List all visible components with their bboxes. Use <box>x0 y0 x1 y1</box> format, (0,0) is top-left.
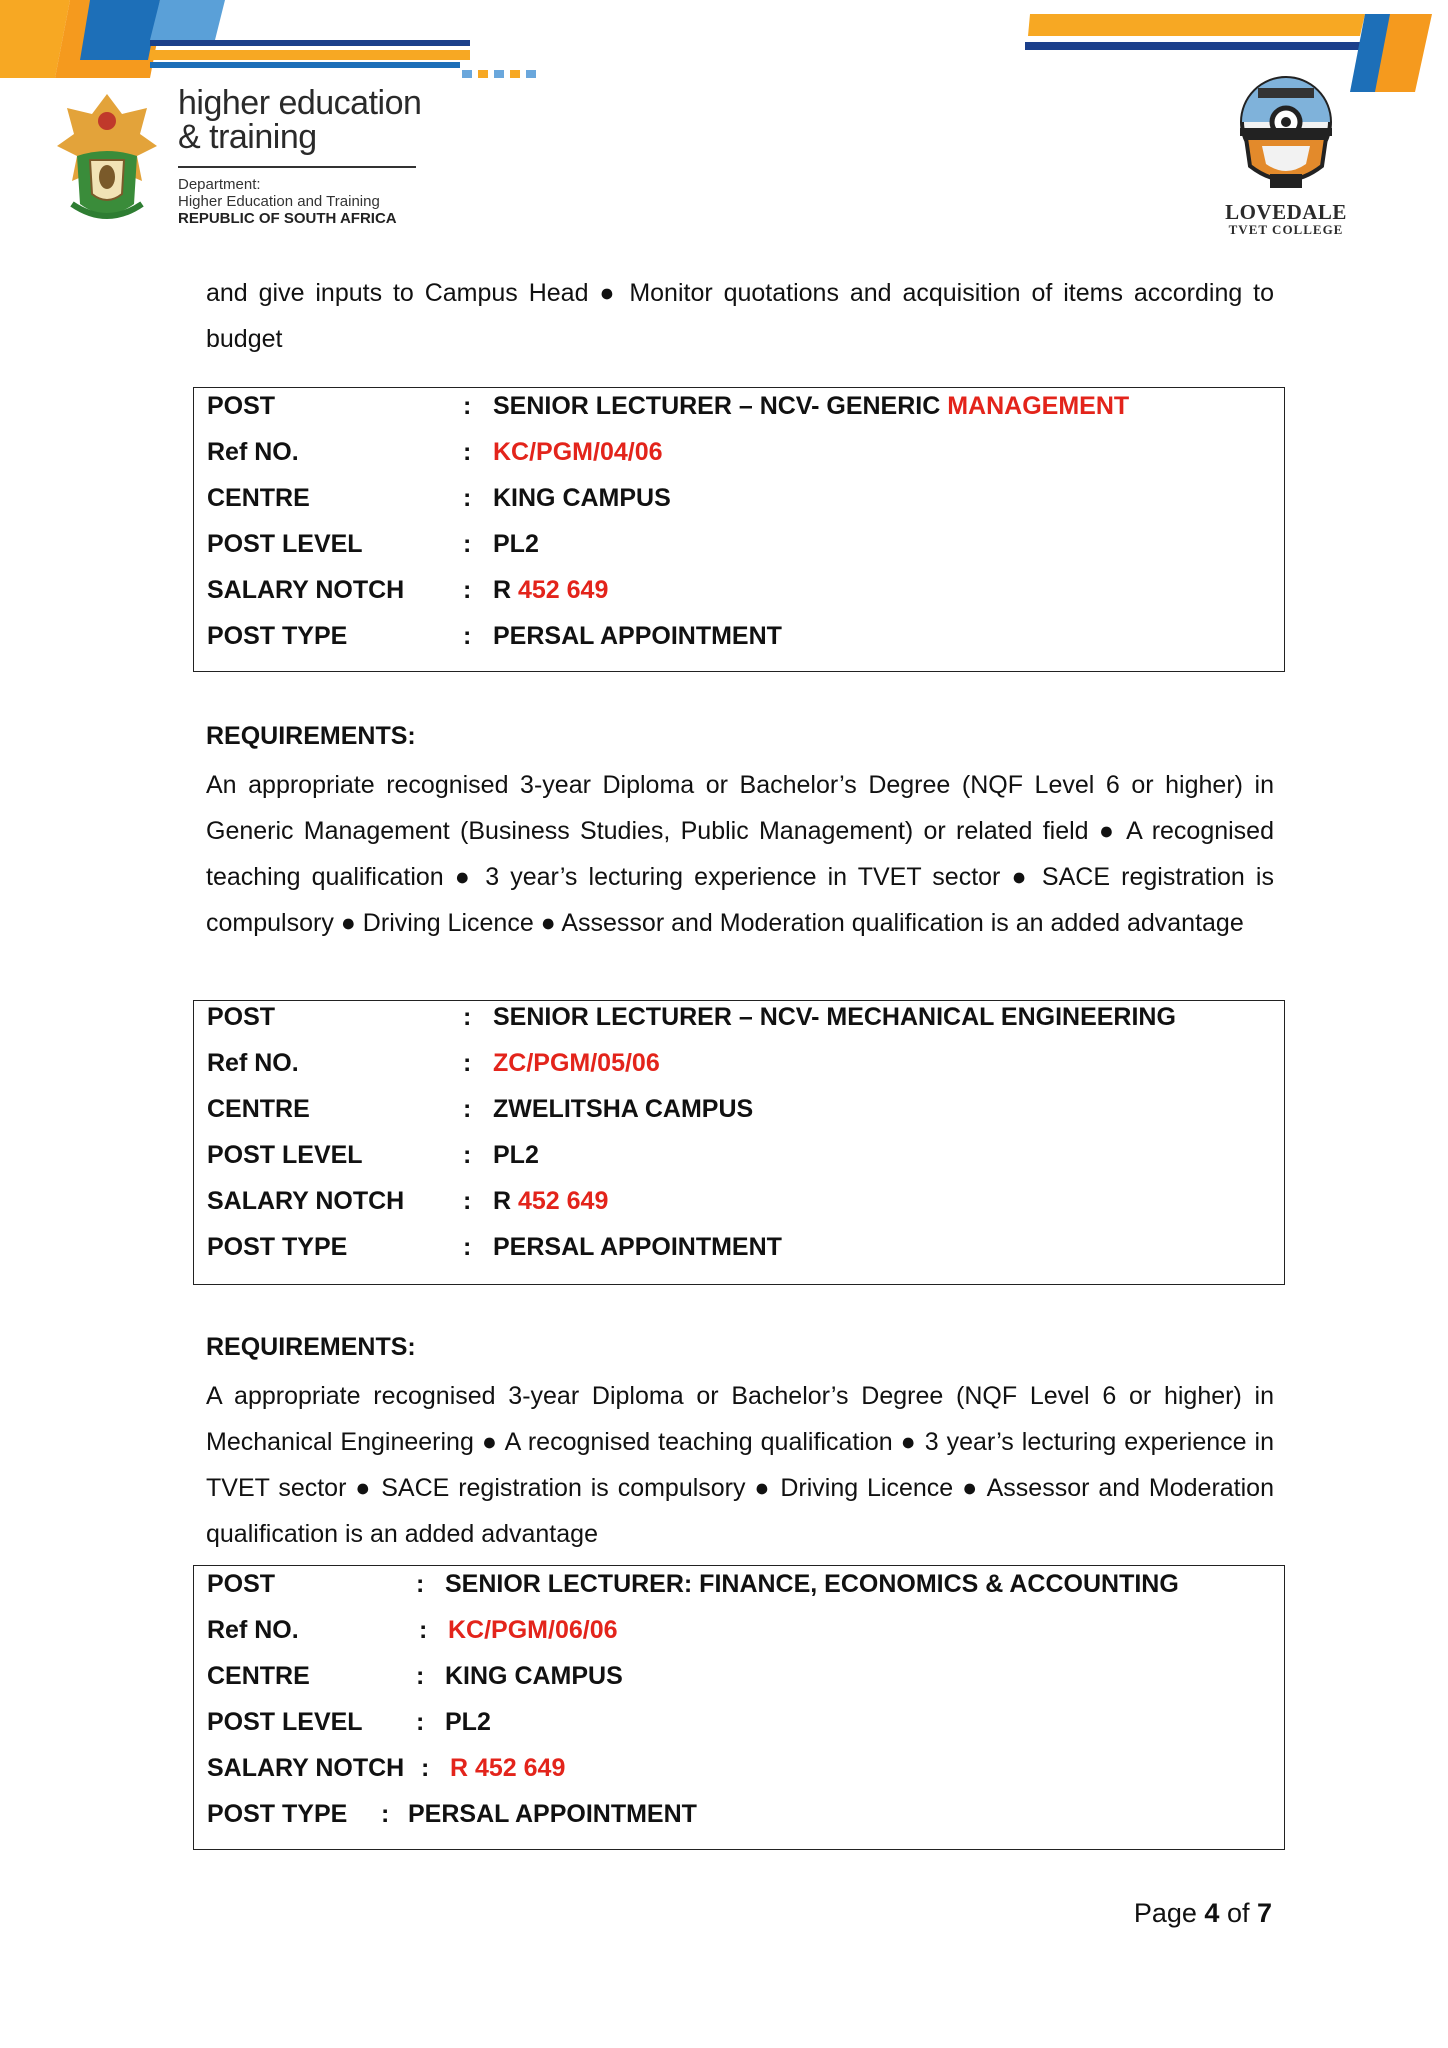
college-subname: TVET COLLEGE <box>1228 222 1344 237</box>
type-value: PERSAL APPOINTMENT <box>493 1233 782 1261</box>
type-row <box>207 622 1284 668</box>
colon: : <box>463 576 472 604</box>
brand-country: REPUBLIC OF SOUTH AFRICA <box>178 210 397 227</box>
centre-label: CENTRE <box>207 484 310 512</box>
brand-divider <box>178 166 416 168</box>
post-value-highlight: MANAGEMENT <box>947 392 1130 420</box>
level-row <box>207 1708 1284 1754</box>
brand-line-1: higher education <box>178 84 422 122</box>
salary-row <box>207 1187 1284 1233</box>
colon: : <box>419 1616 428 1644</box>
post-row <box>207 392 1284 438</box>
centre-row <box>207 484 1284 530</box>
salary-amount: 452 649 <box>518 1187 609 1215</box>
centre-value: KING CAMPUS <box>445 1662 623 1690</box>
level-value: PL2 <box>445 1708 491 1736</box>
salary-label: SALARY NOTCH <box>207 1187 405 1215</box>
colon: : <box>416 1708 425 1736</box>
post-value-main: SENIOR LECTURER – NCV- GENERIC <box>493 392 948 420</box>
ref-row <box>207 1049 1284 1095</box>
post-value: SENIOR LECTURER: FINANCE, ECONOMICS & ACCOUNTING <box>445 1570 1179 1598</box>
centre-label: CENTRE <box>207 1095 310 1123</box>
type-row <box>207 1233 1284 1279</box>
level-label: POST LEVEL <box>207 1141 363 1169</box>
level-label: POST LEVEL <box>207 1708 363 1736</box>
department-brand <box>178 86 421 227</box>
salary-value <box>493 1187 608 1216</box>
post-row <box>207 1003 1284 1049</box>
type-label: POST TYPE <box>207 1800 348 1828</box>
page-current: 4 <box>1204 1898 1220 1928</box>
salary-value <box>493 576 608 605</box>
salary-value: R 452 649 <box>450 1754 566 1782</box>
brand-dept-name: Higher Education and Training <box>178 193 380 210</box>
ref-value: KC/PGM/04/06 <box>493 438 663 466</box>
level-label: POST LEVEL <box>207 530 363 558</box>
colon: : <box>463 1095 472 1123</box>
colon: : <box>416 1570 425 1598</box>
salary-amount: 452 649 <box>518 576 609 604</box>
college-name: LOVEDALE <box>1225 200 1347 224</box>
salary-row <box>207 1754 1284 1800</box>
post-row <box>207 1570 1284 1616</box>
coat-of-arms-icon <box>52 86 162 226</box>
ref-row <box>207 1616 1284 1662</box>
level-row <box>207 1141 1284 1187</box>
level-value: PL2 <box>493 530 539 558</box>
centre-value: KING CAMPUS <box>493 484 671 512</box>
type-label: POST TYPE <box>207 622 348 650</box>
header-decoration-left <box>0 0 560 90</box>
requirements-heading: REQUIREMENTS: <box>206 722 416 750</box>
requirements-paragraph: A appropriate recognised 3-year Diploma or Bachelor’s Degree (NQF Level 6 or higher) in Mechanical Engineering ● A recognised teaching qualification ● 3 year’s lecturing experience in TVET sector ● SACE registration is compulsory ● Driving Licence ● Assessor and Moderation qualification is an added advantage <box>206 1382 1274 1548</box>
type-value: PERSAL APPOINTMENT <box>408 1800 697 1828</box>
salary-label: SALARY NOTCH <box>207 576 405 604</box>
post-box-1 <box>193 387 1285 672</box>
ref-value: KC/PGM/06/06 <box>448 1616 618 1644</box>
colon: : <box>463 1003 472 1031</box>
centre-row <box>207 1662 1284 1708</box>
page-word: Page <box>1133 1898 1205 1928</box>
page-of: of <box>1219 1898 1257 1928</box>
colon: : <box>381 1800 390 1828</box>
colon: : <box>416 1662 425 1690</box>
level-row <box>207 530 1284 576</box>
level-value: PL2 <box>493 1141 539 1169</box>
ref-label: Ref NO. <box>207 1049 299 1077</box>
centre-row <box>207 1095 1284 1141</box>
centre-value: ZWELITSHA CAMPUS <box>493 1095 754 1123</box>
requirements-paragraph: An appropriate recognised 3-year Diploma or Bachelor’s Degree (NQF Level 6 or higher) in Generic Management (Business Studies, Public Management) or related field ● A recognised teaching qualification ● 3 year’s lecturing experience in TVET sector ● SACE registration is compulsory ● Driving Licence ● Assessor and Moderation qualification is an added advantage <box>206 771 1274 937</box>
post-box-2 <box>193 1000 1285 1285</box>
colon: : <box>463 530 472 558</box>
centre-label: CENTRE <box>207 1662 310 1690</box>
college-logo-icon <box>1218 70 1354 200</box>
colon: : <box>463 1049 472 1077</box>
ref-label: Ref NO. <box>207 1616 299 1644</box>
brand-line-2: & training <box>178 118 317 156</box>
post-label: POST <box>207 1003 276 1031</box>
type-row <box>207 1800 1284 1846</box>
colon: : <box>463 1187 472 1215</box>
ref-row <box>207 438 1284 484</box>
page-total: 7 <box>1256 1898 1272 1928</box>
colon: : <box>463 1141 472 1169</box>
post-value <box>493 392 1129 421</box>
page-number <box>1134 1898 1272 1929</box>
colon: : <box>463 622 472 650</box>
type-label: POST TYPE <box>207 1233 348 1261</box>
post-label: POST <box>207 392 276 420</box>
requirements-heading: REQUIREMENTS: <box>206 1333 416 1361</box>
brand-dept-label: Department: <box>178 176 261 193</box>
post-box-3 <box>193 1565 1285 1850</box>
colon: : <box>463 438 472 466</box>
colon: : <box>463 1233 472 1261</box>
colon: : <box>463 392 472 420</box>
post-value: SENIOR LECTURER – NCV- MECHANICAL ENGINEERING <box>493 1003 1176 1031</box>
salary-row <box>207 576 1284 622</box>
salary-label: SALARY NOTCH <box>207 1754 405 1782</box>
ref-value: ZC/PGM/05/06 <box>493 1049 660 1077</box>
colon: : <box>463 484 472 512</box>
ref-label: Ref NO. <box>207 438 299 466</box>
type-value: PERSAL APPOINTMENT <box>493 622 782 650</box>
colon: : <box>421 1754 430 1782</box>
salary-prefix: R <box>493 576 518 604</box>
intro-paragraph: and give inputs to Campus Head ● Monitor quotations and acquisition of items according to budget <box>206 279 1274 353</box>
salary-prefix: R <box>493 1187 518 1215</box>
post-label: POST <box>207 1570 276 1598</box>
